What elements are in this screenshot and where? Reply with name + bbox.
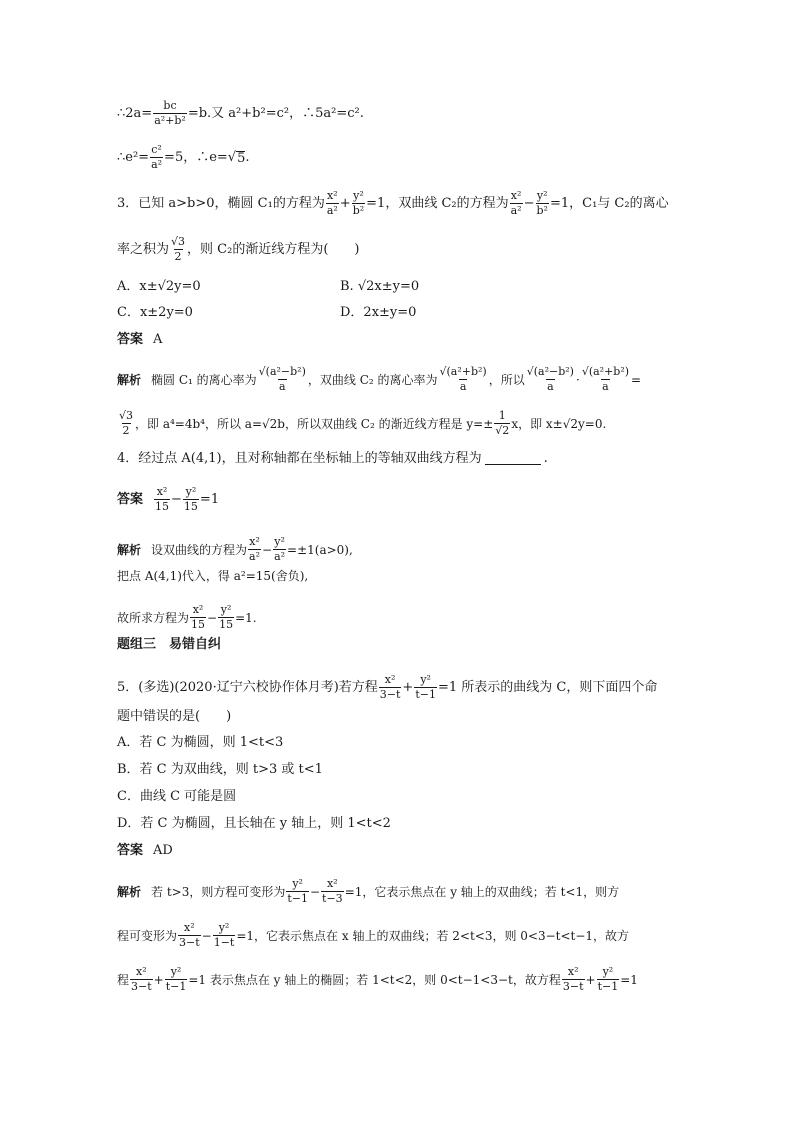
numerator: y² [218, 921, 230, 934]
text: · [575, 372, 580, 387]
fraction [190, 604, 206, 631]
denominator: t−3 [322, 892, 343, 906]
text: − [201, 928, 212, 943]
text: =1 所表示的曲线为 C，则下面四个命 [437, 680, 658, 696]
fraction [321, 878, 344, 905]
answer-5 [117, 844, 173, 857]
denominator: √2 [495, 424, 510, 438]
option-text: C．曲线 C 可能是圆 [117, 789, 237, 804]
numerator: √(a²−b²) [526, 365, 574, 378]
denominator: 15 [183, 500, 198, 514]
fraction [379, 674, 402, 701]
question-3-line-2 [117, 236, 359, 263]
solution-label: 解析 [117, 884, 142, 899]
fraction [213, 922, 236, 949]
solution-5-line-1 [117, 878, 619, 905]
text: 程可变形为 [117, 928, 178, 943]
option-c [117, 306, 193, 319]
text: + [339, 196, 351, 212]
denominator: 3−t [379, 688, 401, 702]
text: + [402, 680, 414, 696]
solution-5-line-2 [117, 922, 629, 949]
text: 4．经过点 A(4,1)，且对称轴都在坐标轴上的等轴双曲线方程为 [117, 451, 482, 466]
option-c [117, 790, 236, 803]
numerator: x² [327, 877, 338, 890]
denominator: a [459, 380, 467, 394]
question-4 [117, 452, 548, 465]
text: ，双曲线 C₂ 的离心率为 [307, 372, 438, 387]
option-text: B．若 C 为双曲线，则 t>3 或 t<1 [117, 762, 323, 777]
fraction [130, 966, 153, 993]
text: =1，双曲线 C₂的方程为 [366, 196, 509, 212]
fraction [510, 190, 523, 217]
text: ，则 C₂的渐近线方程为( ) [187, 242, 360, 258]
denominator: a² [326, 204, 338, 218]
solution-5-line-3 [117, 966, 638, 993]
numerator: x² [384, 673, 396, 686]
text: 程 [117, 972, 130, 987]
numerator: x² [510, 189, 522, 202]
solution-3-line-1 [117, 366, 641, 393]
text: − [309, 884, 321, 899]
denominator: a² [274, 550, 286, 564]
solution-4-line-1 [117, 536, 353, 563]
option-text: C．x±2y=0 [117, 305, 193, 320]
text: − [523, 196, 535, 212]
fraction [153, 100, 187, 127]
option-b [117, 763, 323, 776]
option-text: A．x±√2y=0 [117, 279, 201, 294]
text: 3．已知 a>b>0，椭圆 C₁的方程为 [117, 196, 325, 212]
fraction [536, 190, 549, 217]
answer-label: 答案 [117, 843, 144, 858]
fraction [118, 410, 134, 437]
fraction [494, 410, 510, 437]
denominator: a²+b² [154, 114, 186, 128]
answer-3 [117, 333, 162, 346]
denominator: b² [536, 204, 548, 218]
text: =1 表示焦点在 y 轴上的椭圆；若 1<t<2，则 0<t−1<3−t，故方程 [188, 972, 561, 987]
text: . [543, 451, 548, 466]
fraction [562, 966, 585, 993]
denominator: a [602, 380, 609, 394]
denominator: a [547, 380, 554, 394]
numerator: y² [170, 965, 182, 978]
numerator: y² [536, 189, 548, 202]
numerator: √3 [171, 235, 186, 248]
text: − [262, 542, 273, 557]
fraction [165, 966, 188, 993]
answer-blank [485, 452, 541, 465]
fraction [150, 144, 163, 171]
numerator: y² [420, 673, 431, 686]
option-text: D．2x±y=0 [340, 305, 417, 320]
numerator: y² [602, 965, 614, 978]
text: =1，它表示焦点在 x 轴上的双曲线；若 2<t<3，则 0<3−t<t−1，故方 [236, 928, 630, 943]
option-a [117, 280, 201, 293]
option-a [117, 736, 283, 749]
numerator: x² [136, 965, 147, 978]
numerator: √(a²+b²) [581, 365, 630, 378]
denominator: 15 [155, 500, 170, 514]
numerator: 1 [498, 409, 506, 422]
fraction [352, 190, 365, 217]
denominator: a [278, 380, 286, 394]
heading-text: 题组三 易错自纠 [117, 637, 222, 652]
numerator: y² [292, 877, 303, 890]
text: 率之积为 [117, 242, 170, 258]
text: =b.又 a²+b²=c²，∴5a²=c². [187, 106, 364, 122]
numerator: x² [567, 965, 579, 978]
text: =±1(a>0), [287, 542, 353, 557]
fraction [273, 536, 286, 563]
numerator: x² [156, 485, 168, 498]
fraction [597, 966, 620, 993]
denominator: 2 [122, 424, 130, 438]
numerator: x² [327, 189, 338, 202]
option-text: B. √2x±y=0 [340, 279, 420, 294]
denominator: 3−t [562, 980, 584, 994]
text: =1，它表示焦点在 y 轴上的双曲线；若 t<1，则方 [344, 884, 620, 899]
solution-label: 解析 [117, 542, 142, 557]
fraction [178, 922, 201, 949]
text: 5．(多选)(2020·辽宁六校协作体月考)若方程 [117, 680, 378, 696]
text: ，所以 [488, 372, 525, 387]
text: 若 t>3，则方程可变形为 [151, 884, 286, 899]
question-5-line-2 [117, 710, 231, 723]
numerator: y² [220, 603, 232, 616]
fraction [326, 190, 339, 217]
denominator: 15 [191, 618, 206, 632]
answer-value: A [153, 332, 163, 347]
numerator: y² [274, 535, 285, 548]
fraction [286, 878, 309, 905]
text: − [171, 492, 182, 508]
question-5-line-1 [117, 674, 657, 701]
text: 题中错误的是( ) [117, 709, 232, 724]
text: . [245, 150, 250, 166]
fraction [154, 486, 170, 513]
denominator: a² [510, 204, 522, 218]
fraction [526, 366, 575, 393]
fraction [170, 236, 186, 263]
fraction [258, 366, 307, 393]
numerator: c² [151, 143, 162, 156]
sqrt-content: 5 [237, 150, 246, 166]
denominator: b² [352, 204, 365, 218]
answer-value: AD [153, 843, 173, 858]
fraction [183, 486, 199, 513]
denominator: 1−t [213, 936, 235, 950]
denominator: a² [151, 158, 163, 172]
text: =1 [620, 972, 638, 987]
text: + [585, 972, 596, 987]
answer-label: 答案 [117, 492, 144, 508]
text: = [631, 372, 642, 387]
text: 设双曲线的方程为 [151, 542, 248, 557]
answer-label: 答案 [117, 332, 144, 347]
solution-4-line-3 [117, 604, 257, 631]
numerator: y² [185, 485, 197, 498]
solution-line-1 [117, 100, 364, 127]
text: =5，∴e= [164, 150, 228, 166]
numerator: y² [353, 189, 364, 202]
text: 椭圆 C₁ 的离心率为 [151, 372, 257, 387]
text: x，即 x±√2y=0. [511, 416, 607, 431]
numerator: bc [163, 99, 177, 112]
option-text: A．若 C 为椭圆，则 1<t<3 [117, 735, 284, 750]
option-d [340, 306, 416, 319]
text: − [207, 610, 218, 625]
text: ，即 a⁴=4b⁴，所以 a=√2b，所以双曲线 C₂ 的渐近线方程是 y=± [135, 416, 494, 431]
fraction [414, 674, 437, 701]
denominator: 15 [219, 618, 234, 632]
option-d [117, 817, 391, 830]
denominator: t−1 [415, 688, 436, 702]
denominator: 3−t [179, 936, 200, 950]
fraction [581, 366, 630, 393]
numerator: √(a²−b²) [258, 365, 306, 378]
solution-3-line-2 [117, 410, 606, 437]
fraction [439, 366, 488, 393]
option-b [340, 280, 419, 293]
option-text: D．若 C 为椭圆，且长轴在 y 轴上，则 1<t<2 [117, 816, 391, 831]
group-heading [117, 638, 221, 651]
text: =1，C₁与 C₂的离心 [549, 196, 669, 212]
fraction [248, 536, 261, 563]
solution-label: 解析 [117, 372, 142, 387]
numerator: x² [184, 921, 195, 934]
text: + [153, 972, 164, 987]
numerator: x² [192, 603, 204, 616]
numerator: √(a²+b²) [439, 365, 487, 378]
question-3-line-1 [117, 190, 669, 217]
text: ∴e²= [117, 150, 150, 166]
text: =1. [235, 610, 257, 625]
numerator: √3 [119, 409, 134, 422]
denominator: a² [249, 550, 260, 564]
text: =1 [199, 492, 220, 508]
answer-4 [117, 486, 219, 513]
denominator: t−1 [165, 980, 187, 994]
text: ∴2a= [117, 106, 153, 122]
denominator: t−1 [287, 892, 308, 906]
denominator: 3−t [131, 980, 152, 994]
fraction [218, 604, 234, 631]
denominator: 2 [174, 250, 182, 264]
text: 故所求方程为 [117, 610, 190, 625]
denominator: t−1 [597, 980, 619, 994]
numerator: x² [249, 535, 260, 548]
text: 把点 A(4,1)代入，得 a²=15(舍负), [117, 569, 309, 583]
solution-4-line-2 [117, 570, 308, 582]
solution-line-2: ∴e²= $\frac{\text{c²}}{\text{a²}}$ =5，∴e= √ 5 . [117, 143, 250, 172]
